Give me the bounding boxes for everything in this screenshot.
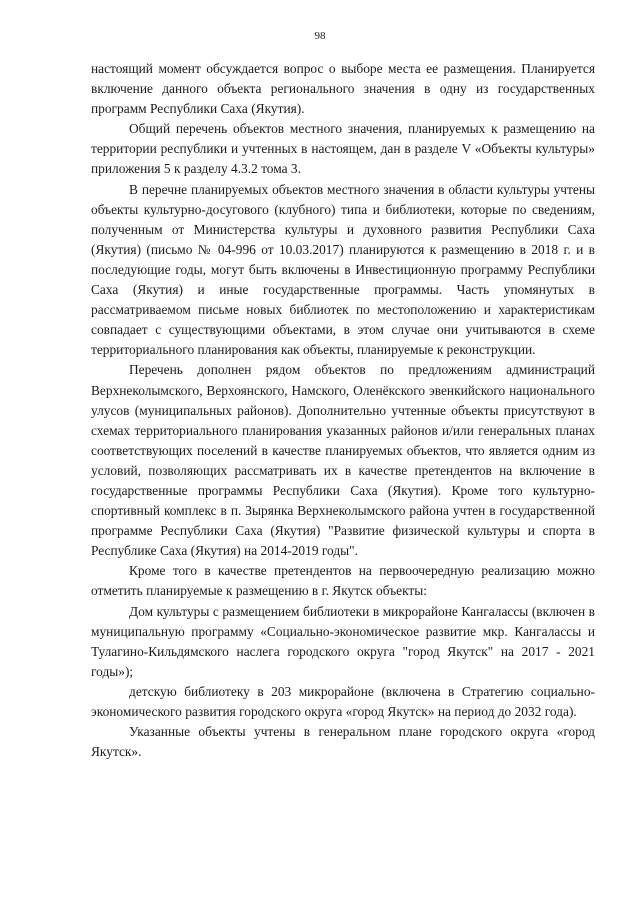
paragraph-1: настоящий момент обсуждается вопрос о выборе места ее размещения. Планируется включение данного объекта регионального значения в одну из государственных программ Республики Саха (Якутия). <box>91 61 595 117</box>
paragraph-6: Дом культуры с размещением библиотеки в микрорайоне Кангалассы (включен в муниципальную программу «Социально-экономическое развитие мкр. Кангалассы и Тулагино-Кильдямского наслега городского округа "город Якутск" на 2017 - 2021 годы»); <box>91 603 595 679</box>
paragraph-3: В перечне планируемых объектов местного значения в области культуры учтены объекты культурно-досугового (клубного) типа и библиотеки, которые по сведениям, полученным от Министерства культуры и духовного развития Республики Саха (Якутия) (письмо № 04-996 от 10.03.2017) планируются к размещению в 2018 г. и в последующие годы, могут быть включены в Инвестиционную программу Республики Саха (Якутия) и иные государственные программы. Часть упомянутых в рассматриваемом письме новых библиотек по местоположению и характеристикам совпадает с существующими объектами, в этом случае они учитываются в схеме территориального планирования как объекты, планируемые к реконструкции. <box>91 181 595 358</box>
page-number: 98 <box>314 30 326 42</box>
paragraph-5: Кроме того в качестве претендентов на первоочередную реализацию можно отметить планируемые к размещению в г. Якутск объекты: <box>91 563 595 599</box>
paragraph-8: Указанные объекты учтены в генеральном плане городского округа «город Якутск». <box>91 724 595 760</box>
paragraph-7: детскую библиотеку в 203 микрорайоне (включена в Стратегию социально-экономического развития городского округа «город Якутск» на период до 2032 года). <box>91 683 595 719</box>
paragraph-2: Общий перечень объектов местного значения, планируемых к размещению на территории республики и учтенных в настоящем, дан в разделе V «Объекты культуры» приложения 5 к разделу 4.3.2 тома 3. <box>91 121 595 177</box>
document-body <box>91 59 595 762</box>
paragraph-4: Перечень дополнен рядом объектов по предложениям администраций Верхнеколымского, Верхоянского, Намского, Оленёкского эвенкийского национального улусов (муниципальных районов). Дополнительно учтенные объекты присутствуют в схемах территориального планирования указанных районов и/или генеральных планах соответствующих поселений в качестве планируемых объектов, что является одним из условий, позволяющих рассматривать их в качестве претендентов на включение в государственные программы Республики Саха (Якутия). Кроме того культурно-спортивный комплекс в п. Зырянка Верхнеколымского района учтен в государственной программе Республики Саха (Якутия) "Развитие физической культуры и спорта в Республике Саха (Якутия) на 2014-2019 годы". <box>91 362 595 559</box>
